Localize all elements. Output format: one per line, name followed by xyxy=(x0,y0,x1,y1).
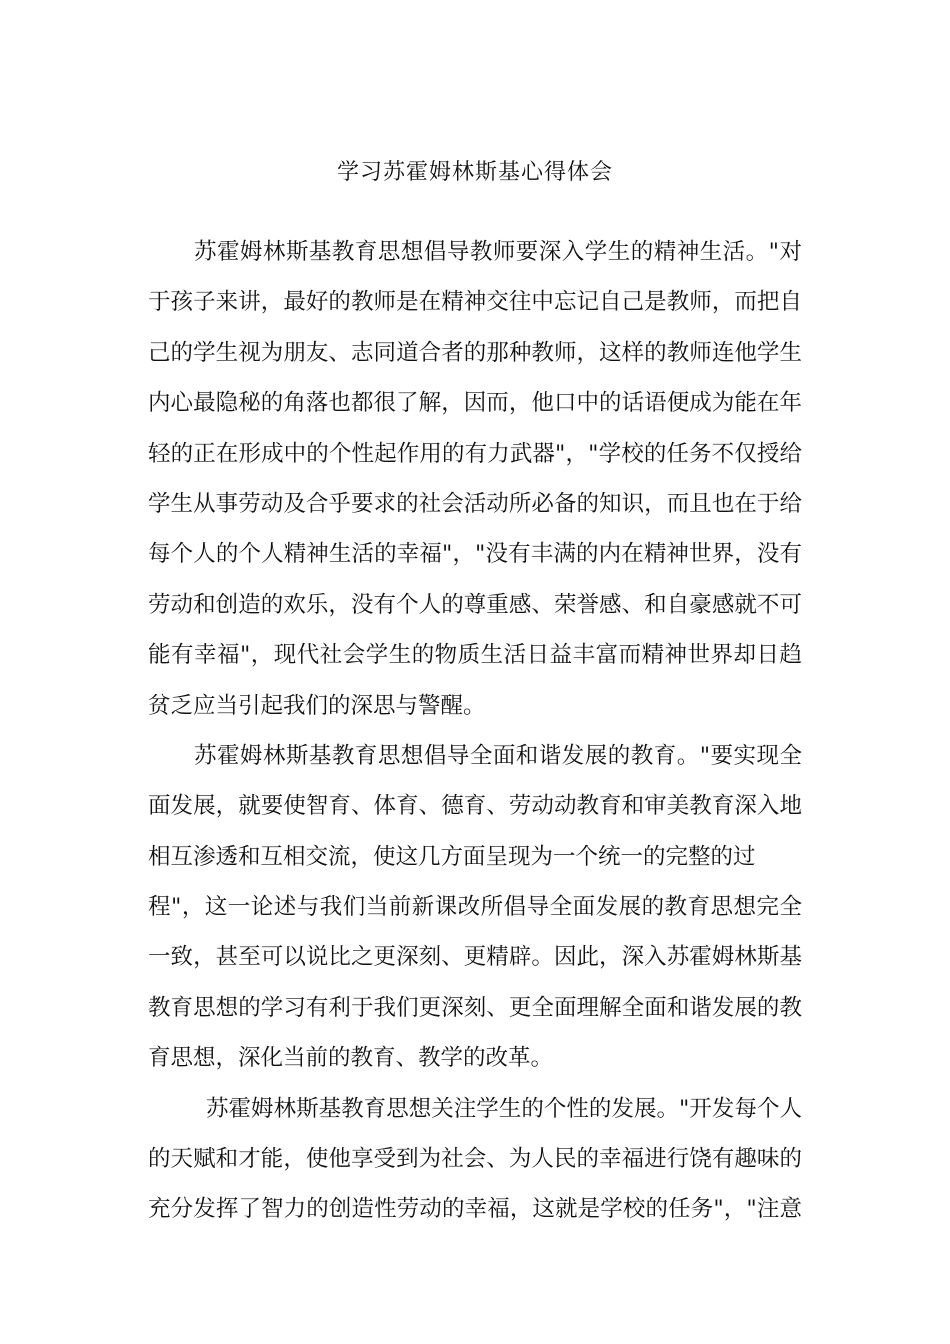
paragraph-2-line-7: 育思想，深化当前的教育、教学的改革。 xyxy=(148,1045,554,1072)
paragraph-1-line-10: 贫乏应当引起我们的深思与警醒。 xyxy=(148,692,486,719)
paragraph-2-line-5: 一致，甚至可以说比之更深刻、更精辟。因此，深入苏霍姆林斯基 xyxy=(148,944,802,971)
paragraph-1-line-7: 每个人的个人精神生活的幸福"，"没有丰满的内在精神世界，没有 xyxy=(148,541,802,568)
paragraph-2-line-3: 相互渗透和互相交流，使这几方面呈现为一个统一的完整的过 xyxy=(148,843,756,870)
document-title: 学习苏霍姆林斯基心得体会 xyxy=(336,160,613,185)
paragraph-1-line-1: 苏霍姆林斯基教育思想倡导教师要深入学生的精神生活。"对 xyxy=(194,239,802,265)
paragraph-1-line-6: 学生从事劳动及合乎要求的社会活动所必备的知识，而且也在于给 xyxy=(148,490,802,517)
paragraph-3-line-2: 的天赋和才能，使他享受到为社会、为人民的幸福进行饶有趣味的 xyxy=(148,1146,802,1173)
paragraph-1-line-8: 劳动和创造的欢乐，没有个人的尊重感、荣誉感、和自豪感就不可 xyxy=(148,591,802,618)
paragraph-2-line-2: 面发展，就要使智育、体育、德育、劳动动教育和审美教育深入地 xyxy=(148,793,802,820)
paragraph-1-line-2: 于孩子来讲，最好的教师是在精神交往中忘记自己是教师，而把自 xyxy=(148,289,802,316)
paragraph-2-line-4: 程"，这一论述与我们当前新课改所倡导全面发展的教育思想完全 xyxy=(148,894,802,921)
paragraph-1-line-3: 己的学生视为朋友、志同道合者的那种教师，这样的教师连他学生 xyxy=(148,339,802,366)
paragraph-3-line-3: 充分发挥了智力的创造性劳动的幸福，这就是学校的任务"，"注意 xyxy=(148,1196,802,1223)
paragraph-3-line-1: 苏霍姆林斯基教育思想关注学生的个性的发展。"开发每个人 xyxy=(206,1095,802,1122)
document-body xyxy=(148,227,802,1235)
paragraph-1-line-5: 轻的正在形成中的个性起作用的有力武器"，"学校的任务不仅授给 xyxy=(148,440,802,467)
paragraph-1-line-9: 能有幸福"，现代社会学生的物质生活日益丰富而精神世界却日趋 xyxy=(148,642,802,669)
paragraph-2-line-1: 苏霍姆林斯基教育思想倡导全面和谐发展的教育。"要实现全 xyxy=(194,742,802,769)
paragraph-2-line-6: 教育思想的学习有利于我们更深刻、更全面理解全面和谐发展的教 xyxy=(148,994,802,1021)
paragraph-1-line-4: 内心最隐秘的角落也都很了解，因而，他口中的话语便成为能在年 xyxy=(148,390,802,417)
